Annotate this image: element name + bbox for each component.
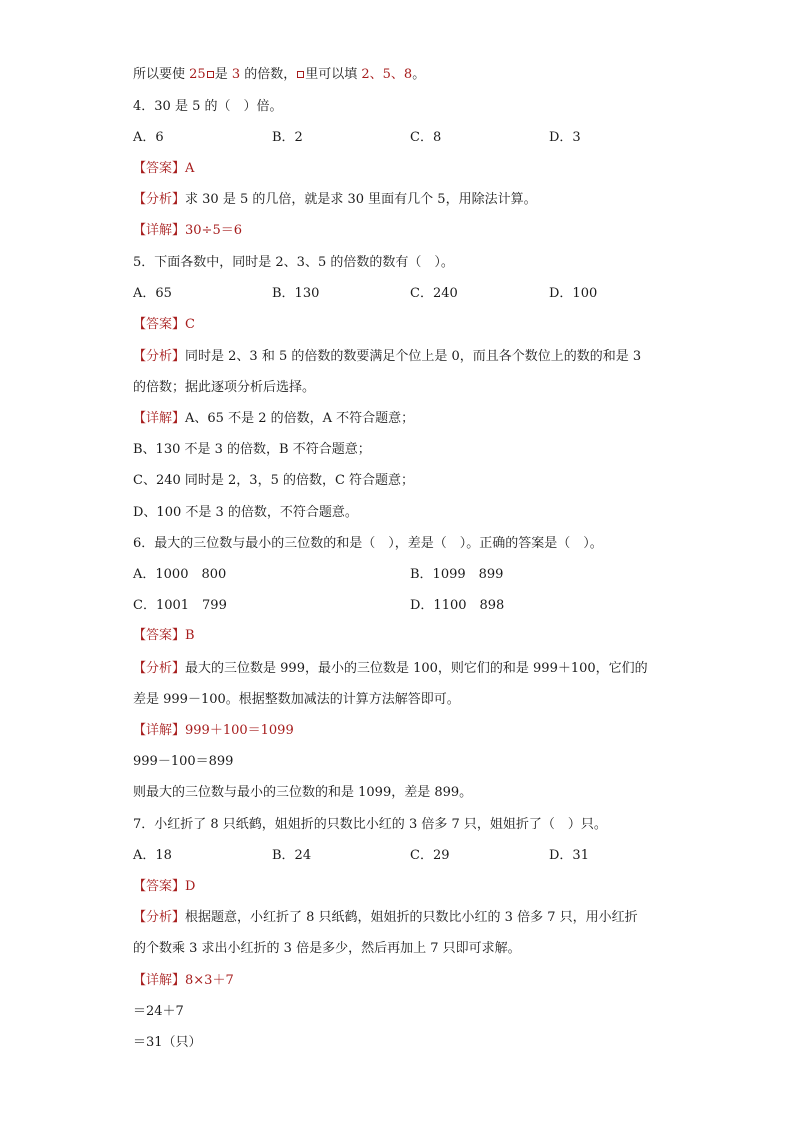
q5-option-a: A．65 xyxy=(133,286,172,301)
q4-stem: 4．30 是 5 的（ ）倍。 xyxy=(133,99,283,114)
q4-detail: 【详解】30÷5＝6 xyxy=(133,223,242,238)
q7-answer: 【答案】D xyxy=(133,879,196,894)
q4-option-a: A．6 xyxy=(133,130,164,145)
q4-option-c: C．8 xyxy=(410,130,442,145)
q5-stem: 5．下面各数中，同时是 2、3、5 的倍数的数有（ ）。 xyxy=(133,255,454,270)
q4-option-b: B．2 xyxy=(272,130,303,145)
q6-option-c: C．1001 799 xyxy=(133,598,227,613)
q4-option-d: D．3 xyxy=(549,130,581,145)
q5-analysis-line2: 的倍数；据此逐项分析后选择。 xyxy=(133,380,316,395)
q6-option-b: B．1099 899 xyxy=(410,567,504,582)
q4-analysis: 【分析】求 30 是 5 的几倍，就是求 30 里面有几个 5，用除法计算。 xyxy=(133,192,537,207)
q6-detail-line3: 则最大的三位数与最小的三位数的和是 1099，差是 899。 xyxy=(133,785,473,800)
q7-option-b: B．24 xyxy=(272,848,312,863)
q7-detail-line1: 【详解】8×3＋7 xyxy=(133,973,234,988)
q6-stem: 6．最大的三位数与最小的三位数的和是（ ），差是（ ）。正确的答案是（ ）。 xyxy=(133,536,603,551)
q5-detail-line2: B、130 不是 3 的倍数，B 不符合题意； xyxy=(133,442,371,457)
q5-analysis-line1: 【分析】同时是 2、3 和 5 的倍数的数要满足个位上是 0，而且各个数位上的数的和是 3 xyxy=(133,349,642,364)
q7-option-c: C．29 xyxy=(410,848,450,863)
q7-detail-line3: ＝31（只） xyxy=(133,1035,202,1050)
q6-detail-line2: 999－100＝899 xyxy=(133,754,234,769)
blank-box-icon xyxy=(297,71,304,78)
q5-detail-line4: D、100 不是 3 的倍数，不符合题意。 xyxy=(133,505,358,520)
q4-answer: 【答案】A xyxy=(133,161,195,176)
q7-option-d: D．31 xyxy=(549,848,589,863)
q6-option-d: D．1100 898 xyxy=(410,598,505,613)
q6-option-a: A．1000 800 xyxy=(133,567,227,582)
q6-detail-line1: 【详解】999＋100＝1099 xyxy=(133,723,294,738)
q5-answer: 【答案】C xyxy=(133,317,195,332)
blank-box-icon xyxy=(207,71,214,78)
q5-option-b: B．130 xyxy=(272,286,320,301)
q6-analysis-line2: 差是 999－100。根据整数加减法的计算方法解答即可。 xyxy=(133,692,460,707)
q7-analysis-line2: 的个数乘 3 求出小红折的 3 倍是多少，然后再加上 7 只即可求解。 xyxy=(133,941,521,956)
q7-option-a: A．18 xyxy=(133,848,172,863)
q7-detail-line2: ＝24＋7 xyxy=(133,1004,184,1019)
q5-option-c: C．240 xyxy=(410,286,458,301)
q6-analysis-line1: 【分析】最大的三位数是 999，最小的三位数是 100，则它们的和是 999＋100，它们的 xyxy=(133,661,648,676)
q6-answer: 【答案】B xyxy=(133,628,195,643)
q5-option-d: D．100 xyxy=(549,286,598,301)
q3-conclusion: 所以要使 25 是 3 的倍数， 里可以填 2、5、8。 xyxy=(133,67,426,82)
q7-stem: 7．小红折了 8 只纸鹤，姐姐折的只数比小红的 3 倍多 7 只，姐姐折了（ ）只。 xyxy=(133,817,607,832)
q7-analysis-line1: 【分析】根据题意，小红折了 8 只纸鹤，姐姐折的只数比小红的 3 倍多 7 只，用小红折 xyxy=(133,910,638,925)
q5-detail-line1: 【详解】A、65 不是 2 的倍数，A 不符合题意； xyxy=(133,411,415,426)
q5-detail-line3: C、240 同时是 2，3，5 的倍数，C 符合题意； xyxy=(133,473,415,488)
